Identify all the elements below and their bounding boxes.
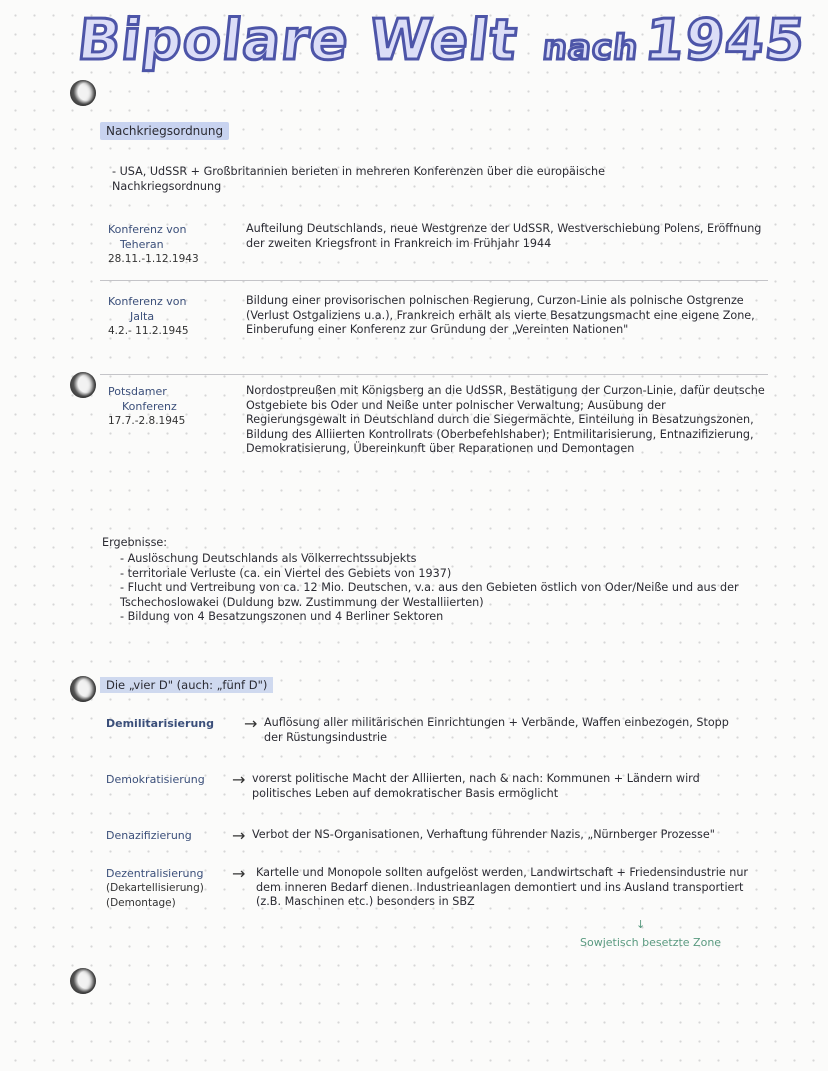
section-heading: Nachkriegsordnung bbox=[100, 124, 229, 138]
four-d-heading: Die „vier D" (auch: „fünf D") bbox=[100, 678, 273, 692]
divider bbox=[100, 280, 768, 281]
conference-text: Nordostpreußen mit Königsberg an die UdSSR, Bestätigung der Curzon-Linie, dafür deutsche Ostgebiete bis Oder und Neiße unter polnischer Verwaltung; Ausübung der Regierungsgewalt in Deutschland durch die Siegermächte, Einteilung in Besatzungszonen, Bildung des Alliierten Kontrollrats (Oberbefehlshaber); Entmilitarisierung, Entnazifizierung, Demokratisierung, Übereinkunft über Reparationen und Demontagen bbox=[246, 384, 765, 455]
sbz-note: Sowjetisch besetzte Zone bbox=[580, 936, 722, 949]
divider bbox=[100, 374, 768, 375]
punch-hole bbox=[70, 676, 96, 702]
term-label: Demokratisierung bbox=[106, 773, 205, 786]
results-list bbox=[120, 552, 780, 625]
punch-hole bbox=[70, 372, 96, 398]
arrow-icon: → bbox=[232, 864, 246, 883]
title-part3: 1945 bbox=[641, 8, 809, 73]
arrow-icon: → bbox=[232, 826, 246, 845]
results-heading: Ergebnisse: bbox=[102, 536, 168, 549]
list-item: - territoriale Verluste (ca. ein Viertel des Gebiets von 1937) bbox=[120, 566, 452, 580]
conference-label: Konferenz von Jalta 4.2.- 11.2.1945 bbox=[108, 295, 189, 337]
list-item: - Auslöschung Deutschlands als Völkerrechtssubjekts bbox=[120, 552, 417, 565]
term-label: Demilitarisierung bbox=[106, 717, 214, 730]
title-part2: nach bbox=[540, 28, 641, 68]
punch-hole bbox=[70, 80, 96, 106]
conference-label: Konferenz von Teheran 28.11.-1.12.1943 bbox=[108, 223, 199, 265]
arrow-icon: → bbox=[244, 714, 258, 733]
term-text: vorerst politische Macht der Alliierten, nach & nach: Kommunen + Ländern wird politisches Leben auf demokratischer Basis ermöglicht bbox=[252, 772, 700, 800]
down-arrow-icon: ↓ bbox=[636, 918, 646, 931]
list-item: - Flucht und Vertreibung von ca. 12 Mio. Deutschen, v.a. aus den Gebieten östlich von Oder/Neiße und aus der Tschechoslowakei (Duldung bzw. Zustimmung der Westalliierten) bbox=[120, 581, 739, 609]
intro-text: - USA, UdSSR + Großbritannien berieten in mehreren Konferenzen über die europäische Nachkriegsordnung bbox=[112, 165, 605, 193]
page-title bbox=[75, 8, 809, 73]
punch-hole bbox=[70, 968, 96, 994]
term-text: Verbot der NS-Organisationen, Verhaftung führender Nazis, „Nürnberger Prozesse" bbox=[252, 828, 715, 841]
conference-label: Potsdamer Konferenz 17.7.-2.8.1945 bbox=[108, 385, 186, 427]
conference-text: Aufteilung Deutschlands, neue Westgrenze der UdSSR, Westverschiebung Polens, Eröffnung der zweiten Kriegsfront in Frankreich im Frühjahr 1944 bbox=[246, 222, 762, 250]
term-text: Auflösung aller militärischen Einrichtungen + Verbände, Waffen einbezogen, Stopp der Rüstungsindustrie bbox=[264, 716, 729, 744]
conference-text: Bildung einer provisorischen polnischen Regierung, Curzon-Linie als polnische Ostgrenze (Verlust Ostgaliziens u.a.), Frankreich erhält als vierte Besatzungsmacht eine eigene Zone, Einberufung einer Konferenz zur Gründung der „Vereinten Nationen" bbox=[246, 294, 755, 336]
title-part1: Bipolare Welt bbox=[74, 8, 521, 73]
term-text: Kartelle und Monopole sollten aufgelöst werden, Landwirtschaft + Friedensindustrie nur dem inneren Bedarf dienen. Industrieanlagen demontiert und ins Ausland transportiert (z.B. Maschinen etc.) besonders in SBZ bbox=[256, 866, 749, 908]
arrow-icon: → bbox=[232, 770, 246, 789]
term-label: Denazifizierung bbox=[106, 829, 192, 842]
term-label: Dezentralisierung (Dekartellisierung) (Demontage) bbox=[106, 867, 204, 909]
list-item: - Bildung von 4 Besatzungszonen und 4 Berliner Sektoren bbox=[120, 610, 444, 623]
